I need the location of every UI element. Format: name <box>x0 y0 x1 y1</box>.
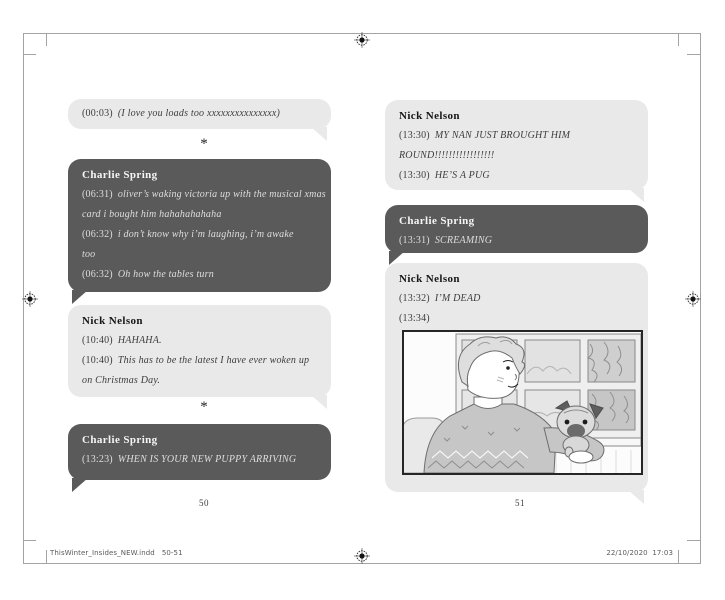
crop-mark-bottom-right-v <box>678 550 679 563</box>
timestamp: (13:32) <box>399 293 430 304</box>
page-number: 51 <box>515 498 525 508</box>
chat-bubble-charlie <box>68 424 331 480</box>
message-line <box>399 126 634 146</box>
speaker-name: Nick Nelson <box>399 273 460 285</box>
speaker-name: Nick Nelson <box>82 315 143 327</box>
message-text: oliver’s waking victoria up with the musical xmas <box>117 189 326 200</box>
message-text: (I love you loads too xxxxxxxxxxxxxxx) <box>117 108 281 119</box>
speaker-name: Charlie Spring <box>399 215 475 227</box>
registration-mark-right <box>685 291 701 307</box>
message-line <box>82 265 317 285</box>
timestamp: (13:31) <box>399 235 430 246</box>
speaker-name: Charlie Spring <box>82 434 158 446</box>
message-text: SCREAMING <box>434 235 493 246</box>
chat-bubble-charlie <box>385 205 648 253</box>
separator-asterisk: * <box>200 399 208 415</box>
crop-mark-bottom-left-h <box>23 540 36 541</box>
timestamp: (06:31) <box>82 189 113 200</box>
timestamp: (13:30) <box>399 170 430 181</box>
page-50 <box>46 54 362 540</box>
message-line <box>399 166 634 186</box>
crop-mark-top-right-v <box>678 33 679 46</box>
footer-filename: ThisWinter_Insides_NEW.indd 50-51 <box>50 549 183 557</box>
message-text: I’M DEAD <box>434 293 481 304</box>
message-line <box>82 450 317 470</box>
timestamp: (06:32) <box>82 269 113 280</box>
registration-mark-bottom <box>354 548 370 564</box>
message-text: card i bought him hahahahahaha <box>82 209 222 220</box>
message-line <box>82 205 317 225</box>
timestamp: (10:40) <box>82 335 113 346</box>
timestamp: (13:30) <box>399 130 430 141</box>
chat-bubble-nick-with-photo <box>385 263 648 492</box>
footer-datetime: 22/10/2020 17:03 <box>606 549 673 557</box>
message-line <box>399 146 634 166</box>
message-line <box>399 231 634 251</box>
message-text: i don’t know why i’m laughing, i’m awake <box>117 229 294 240</box>
message-line <box>82 371 317 391</box>
crop-mark-top-left-v <box>46 33 47 46</box>
crop-mark-bottom-left-v <box>46 550 47 563</box>
message-text: ROUND!!!!!!!!!!!!!!!!! <box>399 150 495 161</box>
message-line <box>82 185 326 205</box>
timestamp: (06:32) <box>82 229 113 240</box>
message-line <box>82 225 317 245</box>
message-text: on Christmas Day. <box>82 375 161 386</box>
message-text: HE’S A PUG <box>434 170 490 181</box>
message-line <box>399 289 634 309</box>
chat-bubble-nick-continued <box>68 99 331 129</box>
timestamp: (10:40) <box>82 355 113 366</box>
crop-mark-bottom-right-h <box>687 540 700 541</box>
timestamp: (00:03) <box>82 108 113 119</box>
message-text: HAHAHA. <box>117 335 162 346</box>
page-number: 50 <box>199 498 209 508</box>
crop-mark-top-right-h <box>687 54 700 55</box>
message-line <box>82 104 317 124</box>
message-line <box>82 331 317 351</box>
page-51 <box>362 54 678 540</box>
chat-bubble-nick <box>385 100 648 190</box>
message-text: Oh how the tables turn <box>117 269 214 280</box>
chat-bubble-nick <box>68 305 331 397</box>
registration-mark-top <box>354 32 370 48</box>
speaker-name: Charlie Spring <box>82 169 158 181</box>
illustration-nick-with-pug <box>402 330 643 475</box>
message-text: MY NAN JUST BROUGHT HIM <box>434 130 571 141</box>
separator-asterisk: * <box>200 136 208 152</box>
speaker-name: Nick Nelson <box>399 110 460 122</box>
chat-bubble-charlie <box>68 159 331 292</box>
message-line <box>82 351 317 371</box>
timestamp: (13:23) <box>82 454 113 465</box>
message-text: too <box>82 249 96 260</box>
message-text: WHEN IS YOUR NEW PUPPY ARRIVING <box>117 454 297 465</box>
crop-mark-top-left-h <box>23 54 36 55</box>
message-text: This has to be the latest I have ever woken up <box>117 355 310 366</box>
registration-mark-left <box>22 291 38 307</box>
message-line <box>82 245 317 265</box>
timestamp: (13:34) <box>399 313 430 324</box>
message-line <box>399 309 634 329</box>
